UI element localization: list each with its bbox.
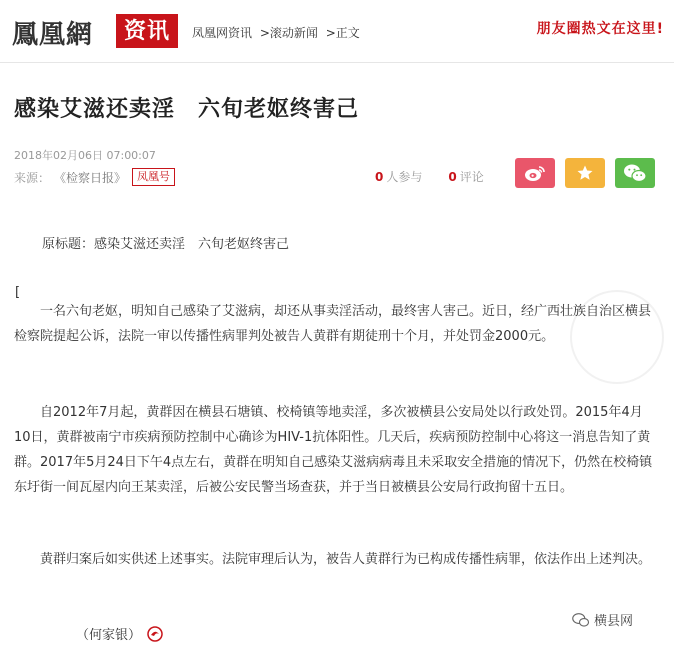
fenghuang-logo-icon [147, 626, 163, 642]
wechat-account-watermark [572, 610, 633, 629]
source-link[interactable]: 《检察日报》 [54, 170, 127, 185]
fenghuang-badge[interactable]: 凤凰号 [132, 168, 175, 186]
breadcrumb-home[interactable]: 凤凰网资讯 [192, 26, 253, 40]
share-weibo-button[interactable] [515, 158, 555, 188]
author-line [76, 624, 163, 643]
publish-datetime: 2018年02月06日 07:00:07 [14, 149, 156, 162]
news-channel-tag[interactable]: 资讯 [116, 14, 178, 48]
comments-count[interactable]: 0 评论 [448, 170, 484, 184]
author-name: （何家银） [76, 628, 142, 643]
ifeng-logo[interactable]: 鳳凰網 [12, 20, 94, 50]
article-paragraph: 一名六旬老妪，明知自己感染了艾滋病，却还从事卖淫活动，最终害人害己。近日，经广西壮族自治区横县检察院提起公诉，法院一审以传播性病罪判处被告人黄群有期徒刑十个月，并处罚金2000元。 [14, 304, 652, 344]
wechat-account-icon [572, 612, 590, 628]
engagement-counts [375, 168, 484, 185]
article-title: 感染艾滋还卖淫 六旬老妪终害己 [14, 96, 360, 122]
promo-banner[interactable]: 朋友圈热文在这里! [536, 21, 664, 37]
article-paragraph: 自2012年7月起，黄群因在横县石塘镇、校椅镇等地卖淫，多次被横县公安局处以行政处罚。2015年4月10日，黄群被南宁市疾病预防控制中心确诊为HIV-1抗体阳性。几天后，疾病预防控制中心将这一消息告知了黄群。2017年5月24日下午4点左右，黄群在明知自己感染艾滋病病毒且未采取安全措施的情况下，仍然在校椅镇东圩街一间瓦屋内向王某卖淫，后被公安民警当场查获，并于当日被横县公安局行政拘留十五日。 [14, 405, 653, 495]
weibo-icon [524, 164, 546, 182]
bracket-mark: [ [15, 285, 21, 300]
source-prefix: 来源： [14, 170, 51, 185]
article-paragraph: 黄群归案后如实供述上述事实。法院审理后认为，被告人黄群行为已构成传播性病罪，依法作出上述判决。 [14, 552, 652, 567]
header-divider [0, 62, 674, 63]
watermark-label: 横县网 [594, 614, 634, 629]
wechat-icon [623, 163, 647, 183]
site-header [0, 0, 674, 62]
original-title: 原标题：感染艾滋还卖淫 六旬老妪终害己 [42, 237, 290, 252]
source-line [14, 168, 175, 186]
breadcrumb-current: >正文 [325, 26, 360, 40]
breadcrumb [192, 24, 364, 41]
star-icon [576, 164, 594, 182]
participants-count[interactable]: 0 人参与 [375, 170, 423, 184]
favorite-button[interactable] [565, 158, 605, 188]
share-wechat-button[interactable] [615, 158, 655, 188]
breadcrumb-rolling-news[interactable]: >滚动新闻 [259, 26, 318, 40]
